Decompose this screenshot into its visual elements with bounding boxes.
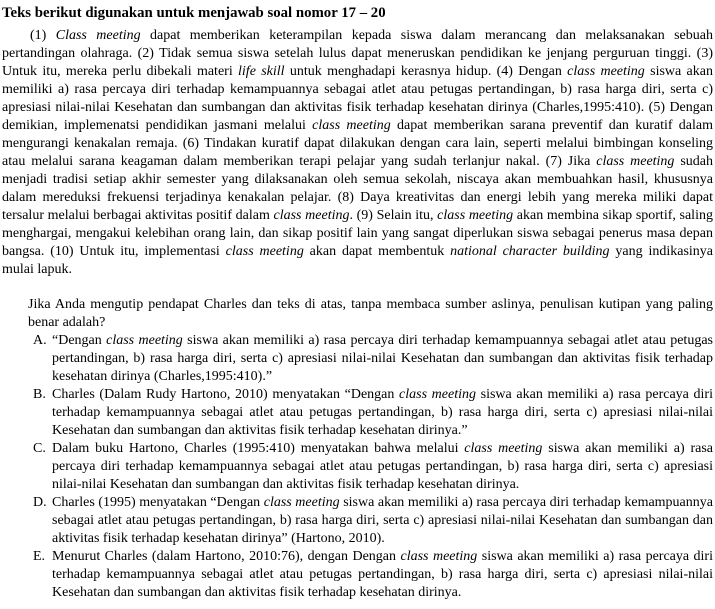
question-block (28, 296, 713, 602)
option-a-label: A. (33, 333, 47, 348)
option-d-text: Charles (1995) menyatakan “Dengan class meeting siswa akan memiliki a) rasa percaya diri terhadap kemampuannya sebagai atlet atau petugas pertandingan, b) rasa harga diri, serta c) apresiasi nilai-nilai Kesehatan dan sumbangan dan aktivitas fisik terhadap kesehatan dirinya” (Hartono, 2010). (52, 495, 713, 546)
option-b-text: Charles (Dalam Rudy Hartono, 2010) menyatakan “Dengan class meeting siswa akan memiliki a) rasa percaya diri terhadap kemampuannya sebagai atlet atau petugas pertandingan, b) rasa harga diri, serta c) apresiasi nilai-nilai Kesehatan dan sumbangan dan aktivitas fisik terhadap kesehatan dirinya.” (52, 387, 713, 438)
option-d-label: D. (33, 495, 47, 510)
option-d (28, 494, 713, 548)
option-e (28, 548, 713, 602)
question-prompt: Jika Anda mengutip pendapat Charles dan teks di atas, tanpa membaca sumber aslinya, penulisan kutipan yang paling benar adalah? (28, 297, 713, 330)
option-e-label: E. (33, 549, 46, 564)
option-b (28, 386, 713, 440)
option-e-text: Menurut Charles (dalam Hartono, 2010:76), dengan Dengan class meeting siswa akan memiliki a) rasa percaya diri terhadap kemampuannya sebagai atlet atau petugas pertandingan, b) rasa harga diri, serta c) apresiasi nilai-nilai Kesehatan dan sumbangan dan aktivitas fisik terhadap kesehatan dirinya. (52, 549, 713, 600)
passage-paragraph: (1) Class meeting dapat memberikan keterampilan kepada siswa dalam merancang dan melaksanakan sebuah pertandingan olahraga. (2) Tidak semua siswa setelah lulus dapat meneruskan pendidikan ke jenjang perguruan tinggi. (3) Untuk itu, mereka perlu dibekali materi life skill untuk menghadapi kerasnya hidup. (4) Dengan class meeting siswa akan memiliki a) rasa percaya diri terhadap kemampuannya sebagai atlet atau petugas pertandingan, b) rasa harga diri, serta c) apresiasi nilai-nilai Kesehatan dan sumbangan dan aktivitas fisik terhadap kesehatan dirinya (Charles,1995:410). (5) Dengan demikian, implemenatsi pendidikan jasmani melalui class meeting dapat memberikan sarana preventif dan kuratif dalam mengurangi kenakalan remaja. (6) Tindakan kuratif dapat dilakukan dengan cara lain, seperti melalui bimbingan konseling atau melalui sarana keagaman dalam memberikan terapi pelajar yang sudah terlanjur nakal. (7) Jika class meeting sudah menjadi tradisi setiap akhir semester yang dilaksanakan oleh semua sekolah, niscaya akan membuahkan hasil, khususnya dalam mereduksi frekuensi terjadinya kenakalan pelajar. (8) Daya kreativitas dan energi lebih yang mereka miliki dapat tersalur melalui berbagai aktivitas positif dalam class meeting. (9) Selain itu, class meeting akan membina sikap sportif, saling menghargai, mengakui kelebihan orang lain, dan sikap positif lain yang sangat diperlukan siswa sebagai penerus masa depan bangsa. (10) Untuk itu, implementasi class meeting akan dapat membentuk national character building yang indikasinya mulai lapuk. (2, 28, 714, 277)
option-c (28, 440, 713, 494)
option-a (28, 332, 713, 386)
option-c-label: C. (33, 441, 46, 456)
option-b-label: B. (33, 387, 46, 402)
options-list (28, 332, 713, 602)
page-title: Teks berikut digunakan untuk menjawab soal nomor 17 – 20 (2, 5, 386, 21)
option-a-text: “Dengan class meeting siswa akan memiliki a) rasa percaya diri terhadap kemampuannya sebagai atlet atau petugas pertandingan, b) rasa harga diri, serta c) apresiasi nilai-nilai Kesehatan dan sumbangan dan aktivitas fisik terhadap kesehatan dirinya (Charles,1995:410).” (52, 333, 713, 384)
option-c-text: Dalam buku Hartono, Charles (1995:410) menyatakan bahwa melalui class meeting siswa akan memiliki a) rasa percaya diri terhadap kemampuannya sebagai atlet atau petugas pertandingan, b) rasa harga diri, serta c) apresiasi nilai-nilai Kesehatan dan sumbangan dan aktivitas fisik terhadap kesehatan dirinya. (52, 441, 713, 492)
